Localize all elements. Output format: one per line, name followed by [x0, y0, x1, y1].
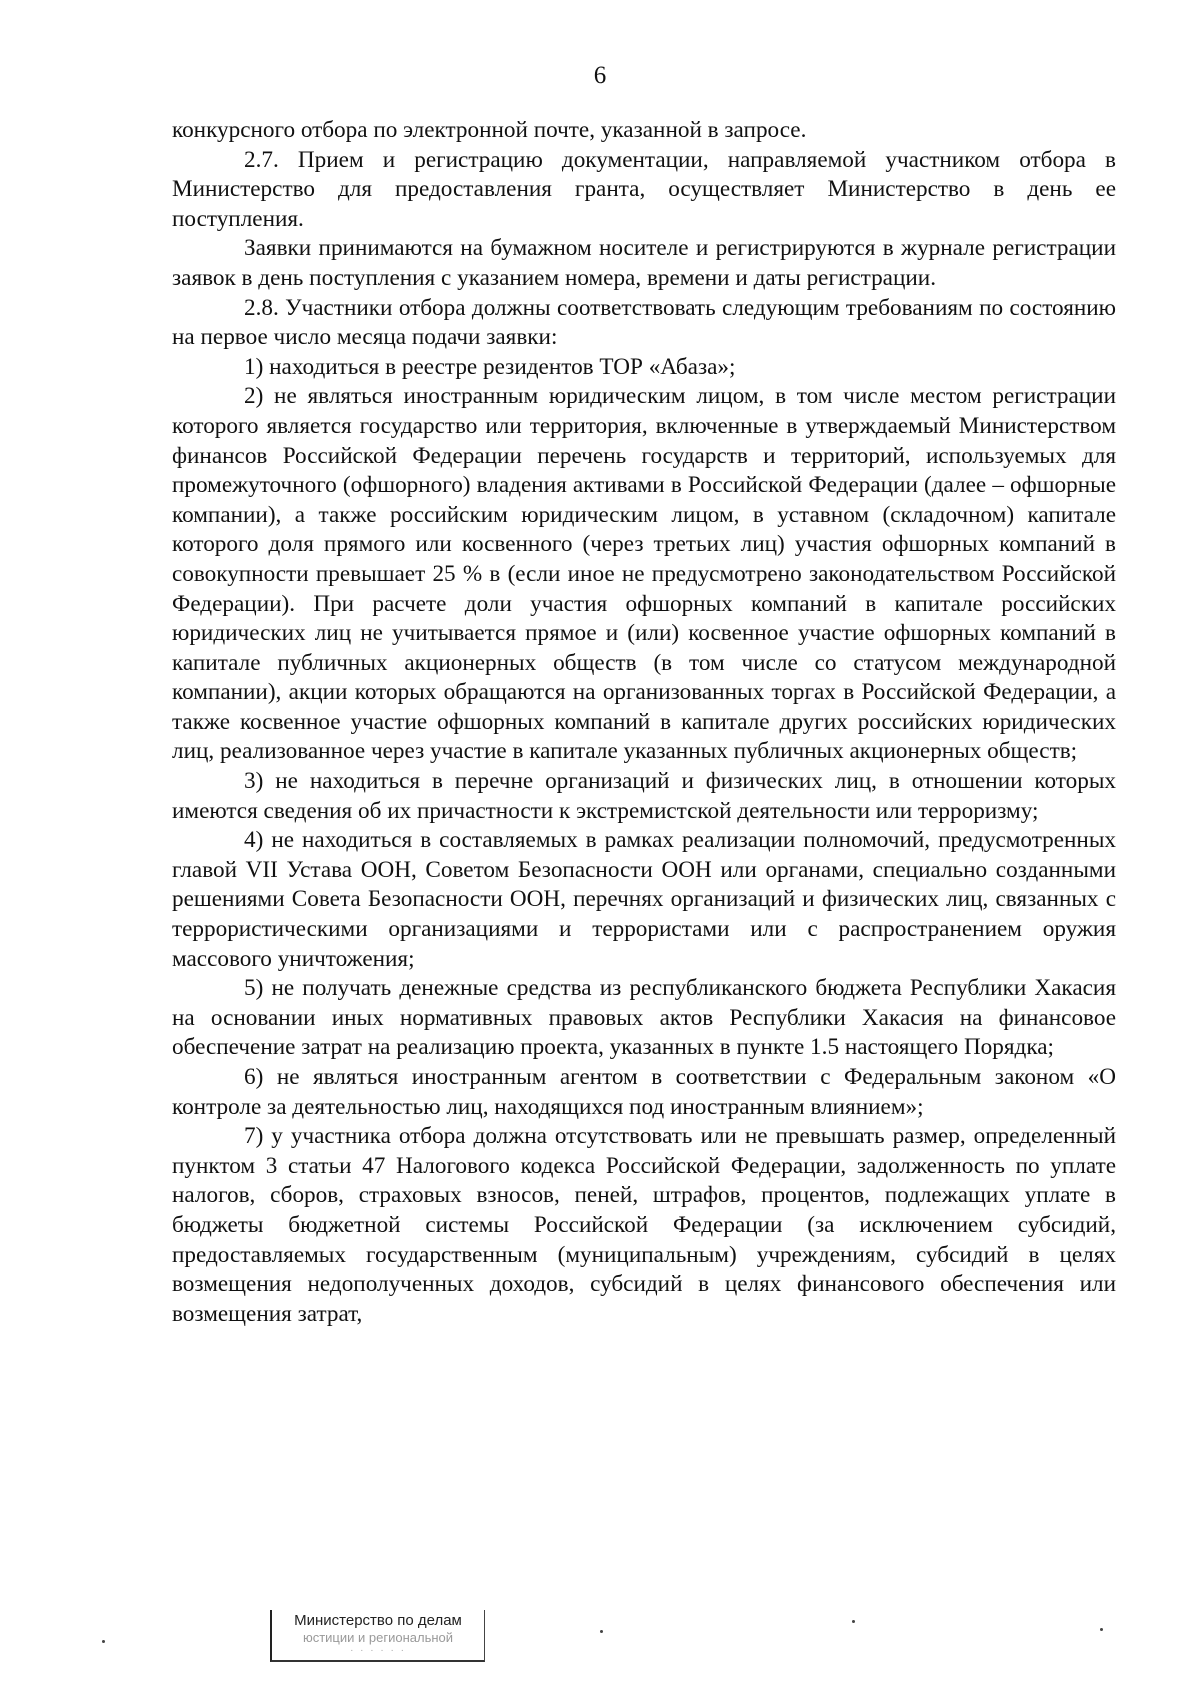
requirement-6: 6) не являться иностранным агентом в соответствии с Федеральным законом «О контроле за деятельностью лиц, находящихся под иностранным влиянием»; — [172, 1064, 1116, 1120]
requirement-5: 5) не получать денежные средства из республиканского бюджета Республики Хакасия на основании иных нормативных правовых актов Республики Хакасия на финансовое обеспечение затрат на реализацию проекта, указанных в пункте 1.5 настоящего Порядка; — [172, 975, 1116, 1061]
requirement-3: 3) не находиться в перечне организаций и физических лиц, в отношении которых имеются сведения об их причастности к экстремистской деятельности или терроризму; — [172, 768, 1116, 824]
scan-speck — [102, 1640, 105, 1643]
stamp-line-3: · · · · · · — [350, 1645, 406, 1656]
registration-stamp — [270, 1610, 485, 1662]
stamp-line-2: юстиции и региональной — [302, 1630, 454, 1645]
paragraph-2-8: 2.8. Участники отбора должны соответствовать следующим требованиям по состоянию на первое число месяца подачи заявки: — [172, 294, 1116, 351]
requirement-1: 1) находиться в реестре резидентов ТОР «Абаза»; — [244, 353, 736, 380]
scan-speck — [852, 1620, 855, 1623]
paragraph-1: конкурсного отбора по электронной почте, указанной в запросе. — [172, 117, 807, 143]
document-body — [172, 116, 1116, 1329]
paragraph-applications: Заявки принимаются на бумажном носителе и регистрируются в журнале регистрации заявок в день поступления с указанием номера, времени и даты регистрации. — [172, 235, 1116, 291]
requirement-7: 7) у участника отбора должна отсутствовать или не превышать размер, определенный пунктом 3 статьи 47 Налогового кодекса Российской Федерации, задолженность по уплате налогов, сборов, страховых взносов, пеней, штрафов, процентов, подлежащих уплате в бюджеты бюджетной системы Российской Федерации (за исключением субсидий, предоставляемых государственным (муниципальным) учреждениям, субсидий в целях возмещения недополученных доходов, субсидий в целях финансового обеспечения или возмещения затрат, — [172, 1123, 1116, 1327]
stamp-line-1: Министерство по делам — [294, 1612, 462, 1629]
scan-speck — [1100, 1628, 1103, 1631]
page-number: 6 — [593, 62, 607, 89]
requirement-4: 4) не находиться в составляемых в рамках реализации полномочий, предусмотренных главой VII Устава ООН, Советом Безопасности ООН или органами, специально созданными решениями Совета Безопасности ООН, перечнях организаций и физических лиц, связанных с террористическими организациями и террористами или с распространением оружия массового уничтожения; — [172, 827, 1116, 972]
scan-speck — [600, 1630, 603, 1633]
paragraph-2-7: 2.7. Прием и регистрацию документации, направляемой участником отбора в Министерство для предоставления гранта, осуществляет Министерство в день ее поступления. — [172, 146, 1116, 232]
requirement-2: 2) не являться иностранным юридическим лицом, в том числе местом регистрации которого является государство или территория, включенные в утверждаемый Министерством финансов Российской Федерации перечень государств и территорий, используемых для промежуточного (офшорного) владения активами в Российской Федерации (далее – офшорные компании), а также российским юридическим лицом, в уставном (складочном) капитале которого доля прямого или косвенного (через третьих лиц) участия офшорных компаний в совокупности превышает 25 % в (если иное не предусмотрено законодательством Российской Федерации). При расчете доли участия офшорных компаний в капитале российских юридических лиц не учитывается прямое и (или) косвенное участие офшорных компаний в капитале публичных акционерных обществ (в том числе со статусом международной компании), акции которых обращаются на организованных торгах в Российской Федерации, а также косвенное участие офшорных компаний в капитале других российских юридических лиц, реализованное через участие в капитале указанных публичных акционерных обществ; — [172, 383, 1116, 765]
